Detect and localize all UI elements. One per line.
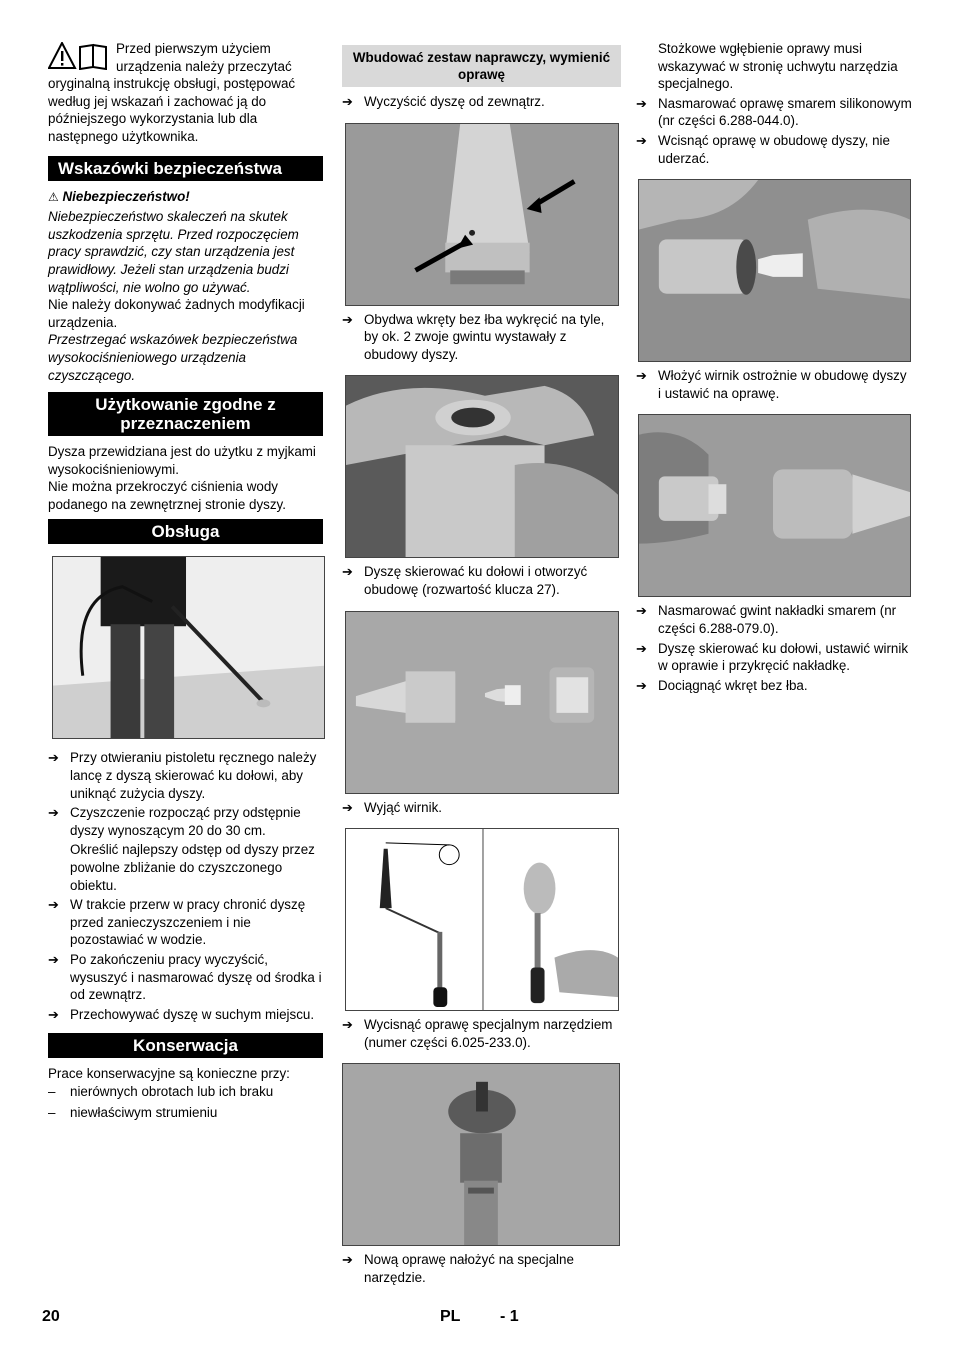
arrow-right-icon: ➔ <box>48 750 59 766</box>
maintenance-intro: Prace konserwacyjne są konieczne przy: <box>48 1066 290 1082</box>
photo-special-tool <box>345 828 619 1011</box>
operation-step-3: ➔ W trakcie przerw w pracy chronić dyszę przed zanieczyszczeniem i nie pozostawiać w wodzie. <box>48 897 306 948</box>
danger-label: ⚠ Niebezpieczeństwo! <box>48 188 190 204</box>
arrow-right-icon: ➔ <box>636 132 647 148</box>
arrow-right-icon: ➔ <box>342 1017 353 1033</box>
photo-insert-housing <box>638 179 911 362</box>
column-middle <box>342 45 621 1289</box>
intro-text: Przed pierwszym użyciem urządzenia należy przeczytać oryginalną instrukcję obsługi, postępować według jej wskazań i zachować ją do późniejszego wykorzystania lub dla następnego użytkownika. <box>48 41 296 144</box>
repair-step-2: ➔ Obydwa wkręty bez łba wykręcić na tyle, by ok. 2 zwoje gwintu wystawały z obudowy dyszy. <box>342 311 605 362</box>
usage-p2: Nie można przekroczyć ciśnienia wody podanego na zewnętrznej stronie dyszy. <box>48 479 286 512</box>
repair-step-6: ➔ Nową oprawę nałożyć na specjalne narzędzie. <box>342 1252 574 1285</box>
arrow-right-icon: ➔ <box>636 95 647 111</box>
col3-step-6: ➔ Dociągnąć wkręt bez łba. <box>636 677 808 693</box>
arrow-right-icon: ➔ <box>48 897 59 913</box>
arrow-right-icon: ➔ <box>48 952 59 967</box>
page-number: 20 <box>42 1308 60 1325</box>
arrow-right-icon: ➔ <box>342 799 353 815</box>
col3-step-1: ➔ Nasmarować oprawę smarem silikonowym (nr części 6.288-044.0). <box>636 95 912 129</box>
operation-step-2-note: Określić najlepszy odstęp od dyszy przez powolne zbliżanie do czyszczonego obiektu. <box>70 842 315 893</box>
repair-step-1: ➔ Wyczyścić dyszę od zewnątrz. <box>342 94 545 109</box>
photo-new-housing-on-tool <box>342 1063 620 1246</box>
photo-wrench-opening <box>345 375 619 558</box>
arrow-right-icon: ➔ <box>342 1252 353 1268</box>
intro-icons <box>48 42 110 70</box>
arrow-right-icon: ➔ <box>636 603 647 619</box>
footer-suffix: - 1 <box>500 1308 519 1325</box>
arrow-right-icon: ➔ <box>342 311 353 327</box>
photo-nozzle-and-cap <box>638 414 911 597</box>
repair-step-4: ➔ Wyjąć wirnik. <box>342 799 442 815</box>
arrow-right-icon: ➔ <box>48 805 59 821</box>
warning-triangle-icon: ⚠ <box>48 189 59 204</box>
safety-note-italic: Przestrzegać wskazówek bezpieczeństwa wysokociśnieniowego urządzenia czyszczącego. <box>48 332 298 383</box>
maintenance-item-2: – niewłaściwym strumieniu <box>48 1104 218 1120</box>
photo-nozzle-screws <box>345 123 619 306</box>
arrow-right-icon: ➔ <box>636 640 647 656</box>
operation-step-1: ➔ Przy otwieraniu pistoletu ręcznego należy lancę z dyszą skierować ku dołowi, aby uniknąć zużycia dyszy. <box>48 750 317 801</box>
photo-person-with-lance <box>52 556 325 739</box>
arrow-right-icon: ➔ <box>342 564 353 580</box>
intro-block <box>48 40 323 146</box>
photo-disassembled-parts <box>345 611 619 794</box>
repair-heading: Wbudować zestaw naprawczy, wymienić oprawę <box>342 45 621 87</box>
repair-step-3: ➔ Dyszę skierować ku dołowi i otworzyć obudowę (rozwartość klucza 27). <box>342 564 588 597</box>
col3-step-4: ➔ Nasmarować gwint nakładki smarem (nr części 6.288-079.0). <box>636 603 897 636</box>
operation-step-2: ➔ Czyszczenie rozpocząć przy odstępnie dyszy wynoszącym 20 do 30 cm. <box>48 805 301 838</box>
operation-step-4: ➔ Po zakończeniu pracy wyczyścić, wysuszyć i nasmarować dyszę od środka i od zewnątrz. <box>48 952 322 1003</box>
warning-triangle-icon <box>48 42 110 70</box>
arrow-right-icon: ➔ <box>48 1006 59 1022</box>
usage-heading: Użytkowanie zgodne z przeznaczeniem <box>48 392 323 436</box>
column-left <box>48 40 323 1124</box>
col3-continued-note: Stożkowe wgłębienie oprawy musi wskazywać w stronię uchwytu narzędzia specjalnego. <box>658 41 898 92</box>
arrow-right-icon: ➔ <box>636 677 647 693</box>
operation-step-5: ➔ Przechowywać dyszę w suchym miejscu. <box>48 1006 315 1022</box>
arrow-right-icon: ➔ <box>636 368 647 384</box>
col3-step-5: ➔ Dyszę skierować ku dołowi, ustawić wirnik w oprawie i przykręcić nakładkę. <box>636 640 909 674</box>
arrow-right-icon: ➔ <box>342 94 353 109</box>
maintenance-heading: Konserwacja <box>48 1033 323 1058</box>
maintenance-item-1: – nierównych obrotach lub ich braku <box>48 1083 274 1099</box>
operation-heading: Obsługa <box>48 519 323 544</box>
repair-step-5: ➔ Wycisnąć oprawę specjalnym narzędziem (numer części 6.025-233.0). <box>342 1017 613 1050</box>
manual-book-icon <box>80 45 106 69</box>
safety-heading: Wskazówki bezpieczeństwa <box>48 156 323 181</box>
language-code: PL <box>440 1308 461 1325</box>
danger-text: Niebezpieczeństwo skaleczeń na skutek uszkodzenia sprzętu. Przed rozpoczęciem pracy sprawdzić, czy stan urządzenia jest prawidłowy. Jeżeli stan urządzenia budzi wątpliwości, nie wolno go używać. <box>48 209 299 295</box>
column-right <box>636 40 912 696</box>
safety-note: Nie należy dokonywać żadnych modyfikacji urządzenia. <box>48 297 305 330</box>
col3-step-3: ➔ Włożyć wirnik ostrożnie w obudowę dyszy i ustawić na oprawę. <box>636 368 907 401</box>
col3-step-2: ➔ Wcisnąć oprawę w obudowę dyszy, nie uderzać. <box>636 132 890 166</box>
usage-p1: Dysza przewidziana jest do użytku z myjkami wysokociśnieniowymi. <box>48 444 316 477</box>
